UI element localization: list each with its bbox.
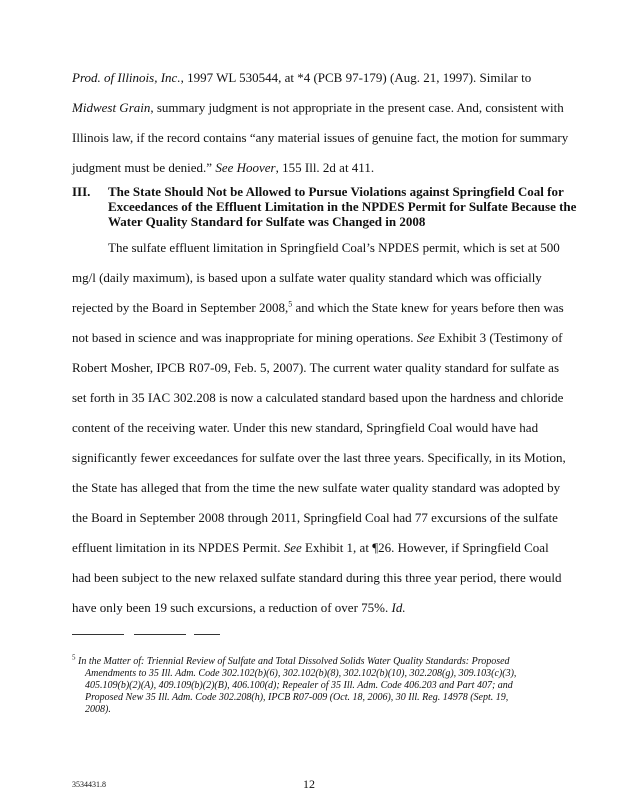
- footnote-separator-segment: [194, 634, 220, 635]
- body-line-5: Robert Mosher, IPCB R07-09, Feb. 5, 2007). The current water quality standard for sulfate as: [72, 360, 559, 375]
- section-heading-line-2: Exceedances of the Effluent Limitation in the NPDES Permit for Sulfate Because the: [108, 199, 577, 214]
- footnote-reference[interactable]: 5: [288, 299, 293, 309]
- body-line-8: significantly fewer exceedances for sulfate over the last three years. Specifically, in its Motion,: [72, 450, 566, 465]
- intro-line-1: Prod. of Illinois, Inc., 1997 WL 530544, at *4 (PCB 97-179) (Aug. 21, 1997). Similar to: [72, 70, 532, 85]
- footnote-line-1: $^5$ In the Matter of: Triennial Review of Sulfate and Total Dissolved Solids Water Quality Standards: Proposed: [72, 653, 510, 667]
- section-heading-line-1: The State Should Not be Allowed to Pursue Violations against Springfield Coal for: [108, 184, 564, 199]
- body-line-4: not based in science and was inappropriate for mining operations. See Exhibit 3 (Testimony of: [72, 330, 563, 345]
- signal-citation-italic: See Hoover: [215, 160, 276, 175]
- document-id: 3534431.8: [72, 780, 106, 789]
- body-line-9: the State has alleged that from the time the new sulfate water quality standard was adopted by: [72, 480, 561, 495]
- body-line-13: have only been 19 such excursions, a reduction of over 75%. Id.: [72, 600, 406, 615]
- footnote-separator-segment: [134, 634, 186, 635]
- body-line-7: content of the receiving water. Under this new standard, Springfield Coal would have had: [72, 420, 539, 435]
- body-line-10: the Board in September 2008 through 2011, Springfield Coal had 77 excursions of the sulfate: [72, 510, 558, 525]
- footnote-marker: 5: [72, 653, 76, 662]
- intro-line-3: Illinois law, if the record contains “any material issues of genuine fact, the motion for summary: [72, 130, 569, 145]
- case-name-italic: Midwest Grain: [72, 100, 151, 115]
- body-line-2: mg/l (daily maximum), is based upon a sulfate water quality standard which was officially: [72, 270, 542, 285]
- footnote-line-5: 2008).: [85, 704, 111, 715]
- intro-line-2: Midwest Grain, summary judgment is not appropriate in the present case. And, consistent with: [72, 100, 564, 115]
- section-heading-line-3: Water Quality Standard for Sulfate was Changed in 2008: [108, 214, 426, 229]
- body-line-12: had been subject to the new relaxed sulfate standard during this three year period, there would: [72, 570, 562, 585]
- section-number: III.: [72, 184, 91, 199]
- body-line-1: The sulfate effluent limitation in Springfield Coal’s NPDES permit, which is set at 500: [108, 240, 560, 255]
- intro-line-4: judgment must be denied.” See Hoover, 155 Ill. 2d at 411.: [72, 160, 375, 175]
- case-citation-italic: Prod. of Illinois, Inc.: [72, 70, 181, 85]
- footnote-separator-segment: [72, 634, 124, 635]
- footnote-line-4: Proposed New 35 Ill. Adm. Code 302.208(h), IPCB R07-009 (Oct. 18, 2006), 30 Ill. Reg. 14978 (Sept. 19,: [85, 692, 509, 703]
- body-line-6: set forth in 35 IAC 302.208 is now a calculated standard based upon the hardness and chloride: [72, 390, 564, 405]
- body-line-11: effluent limitation in its NPDES Permit. See Exhibit 1, at ¶26. However, if Springfield Coal: [72, 540, 549, 555]
- footnote-line-3: 405.109(b)(2)(A), 409.109(b)(2)(B), 406.100(d); Repealer of 35 Ill. Adm. Code 406.203 and Part 407; and: [85, 680, 513, 691]
- footnote-line-2: Amendments to 35 Ill. Adm. Code 302.102(b)(6), 302.102(b)(8), 302.102(b)(10), 302.208(g), 309.103(c)(3),: [85, 668, 517, 679]
- page-number: 12: [303, 777, 315, 791]
- body-line-3: rejected by the Board in September 2008,$^5$ and which the State knew for years before then was: [72, 299, 564, 315]
